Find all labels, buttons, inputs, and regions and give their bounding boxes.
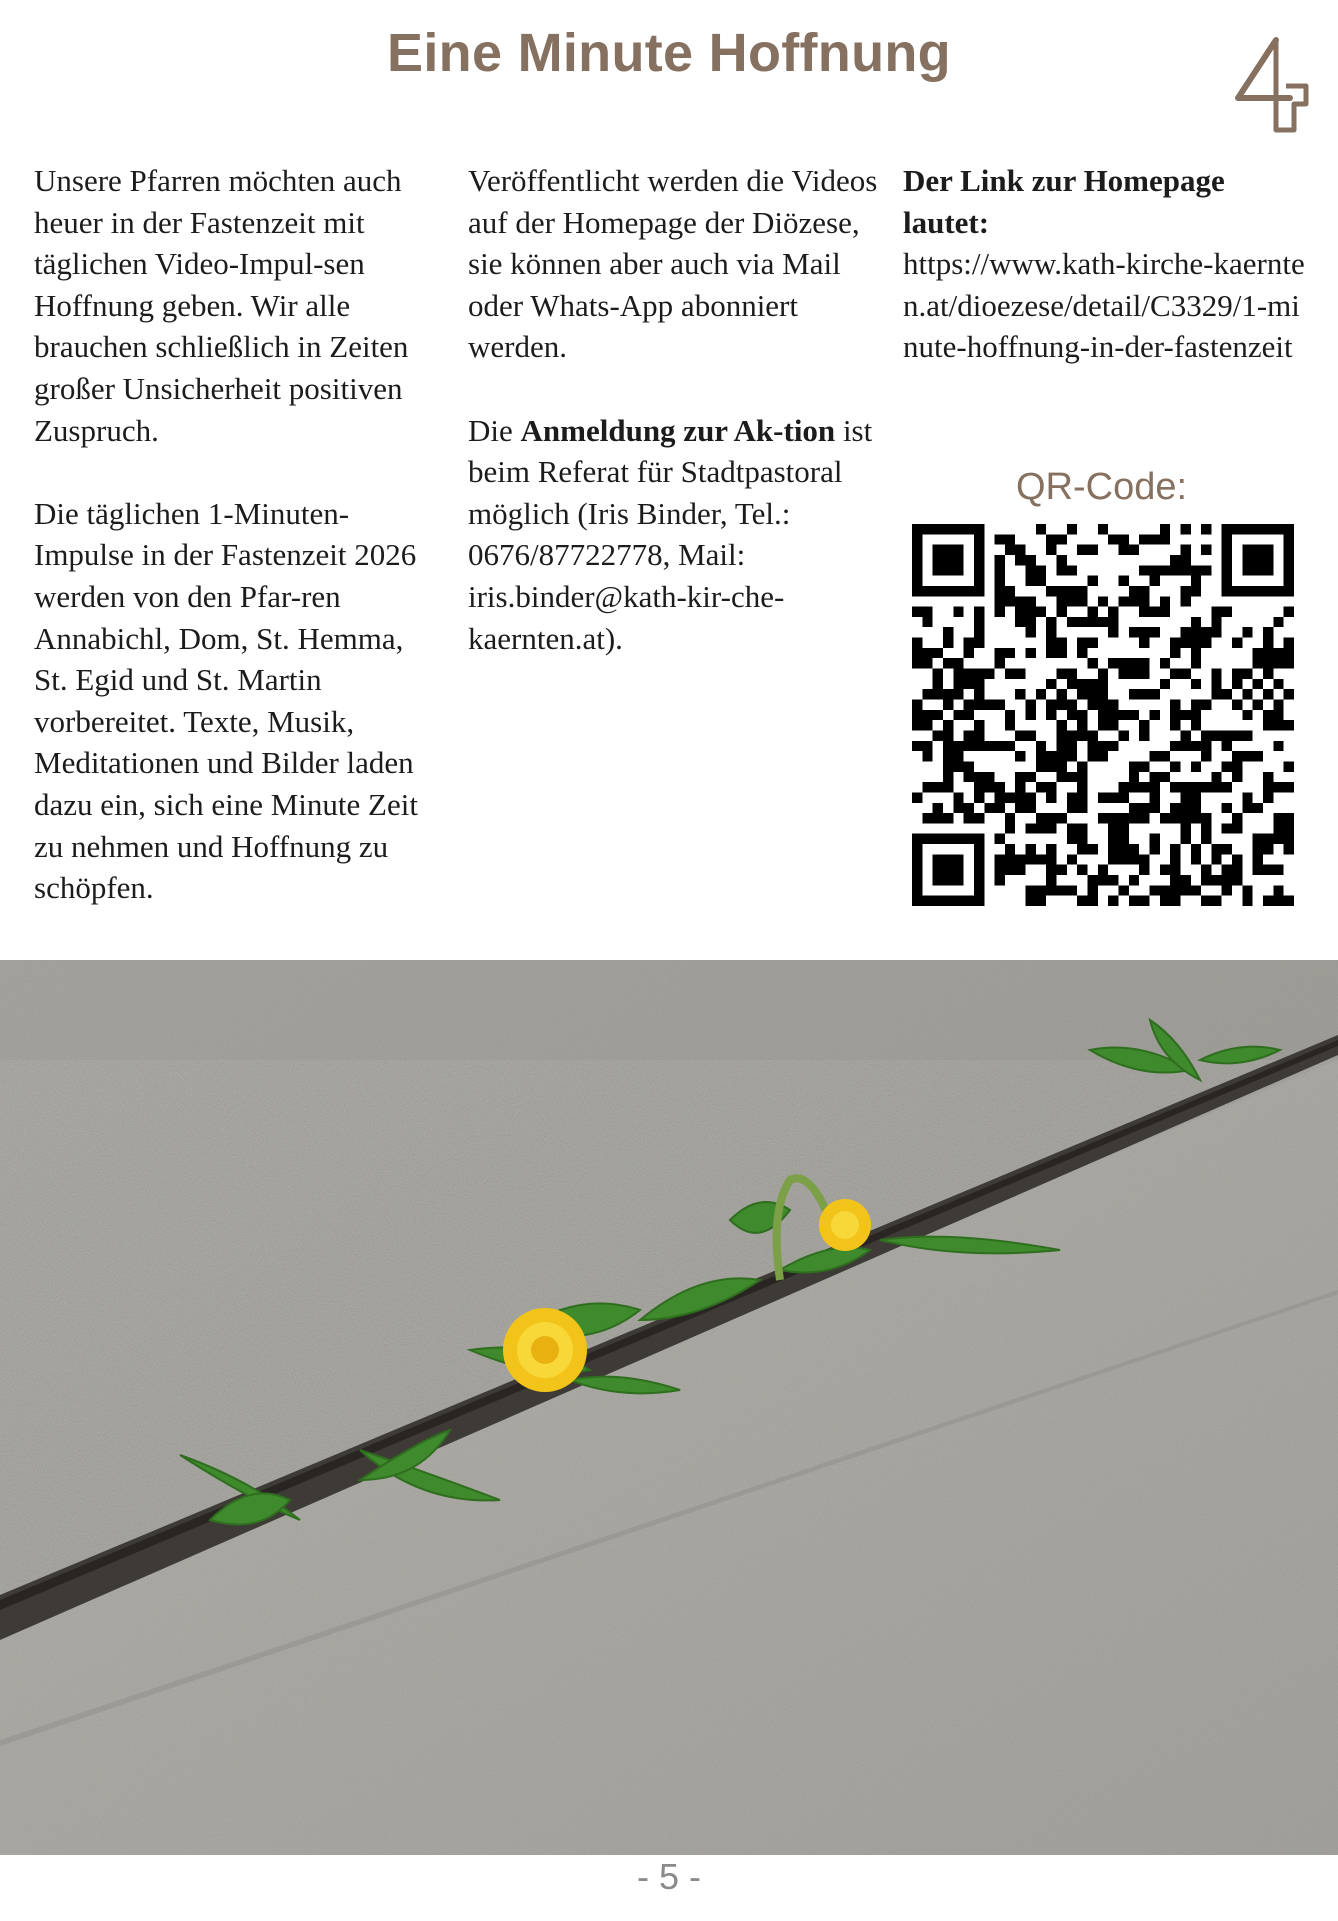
- registration-prefix: Die: [468, 412, 521, 448]
- homepage-link[interactable]: https://www.kath-kirche-kaernten.at/dioezese/detail/C3329/1-minute-hoffnung-in-der-fastenzeit: [903, 246, 1305, 365]
- dandelion-flower-icon: [503, 1308, 587, 1392]
- text-column-left: [34, 160, 434, 950]
- dandelion-in-pavement-crack-photo: [0, 960, 1338, 1855]
- page-number: - 5 -: [636, 1856, 701, 1897]
- number-four-cross-logo-icon: [1228, 34, 1310, 136]
- text-column-middle: [468, 160, 878, 701]
- qr-code-label: QR-Code:: [1015, 466, 1188, 508]
- impulse-paragraph: Die täglichen 1-Minuten-Impulse in der Fastenzeit 2026 werden von den Pfar-ren Annabichl, Dom, St. Hemma, St. Egid und St. Martin vorbereitet. Texte, Musik, Meditationen und Bilder laden dazu ein, sich eine Minute Zeit zu nehmen und Hoffnung zu schöpfen.: [34, 495, 418, 906]
- registration-details: ist beim Referat für Stadtpastoral möglich (Iris Binder, Tel.: 0676/87722778, Mail: iris.binder@kath-kir-che-kaernten.at).: [468, 412, 873, 656]
- registration-bold: Anmeldung zur Ak-tion: [520, 412, 836, 448]
- registration-paragraph: [468, 410, 878, 660]
- publication-paragraph: Veröffentlicht werden die Videos auf der Homepage der Diözese, sie können aber auch via Mail oder Whats-App abonniert werden.: [468, 163, 878, 365]
- qr-code-icon[interactable]: [912, 524, 1294, 906]
- page-title: Eine Minute Hoffnung: [387, 23, 951, 83]
- text-column-right: [903, 160, 1313, 368]
- link-heading: Der Link zur Homepage lautet:: [903, 163, 1225, 240]
- intro-paragraph: Unsere Pfarren möchten auch heuer in der Fastenzeit mit täglichen Video-Impul-sen Hoffnung geben. Wir alle brauchen schließlich in Zeiten großer Unsicherheit positiven Zuspruch.: [34, 163, 409, 448]
